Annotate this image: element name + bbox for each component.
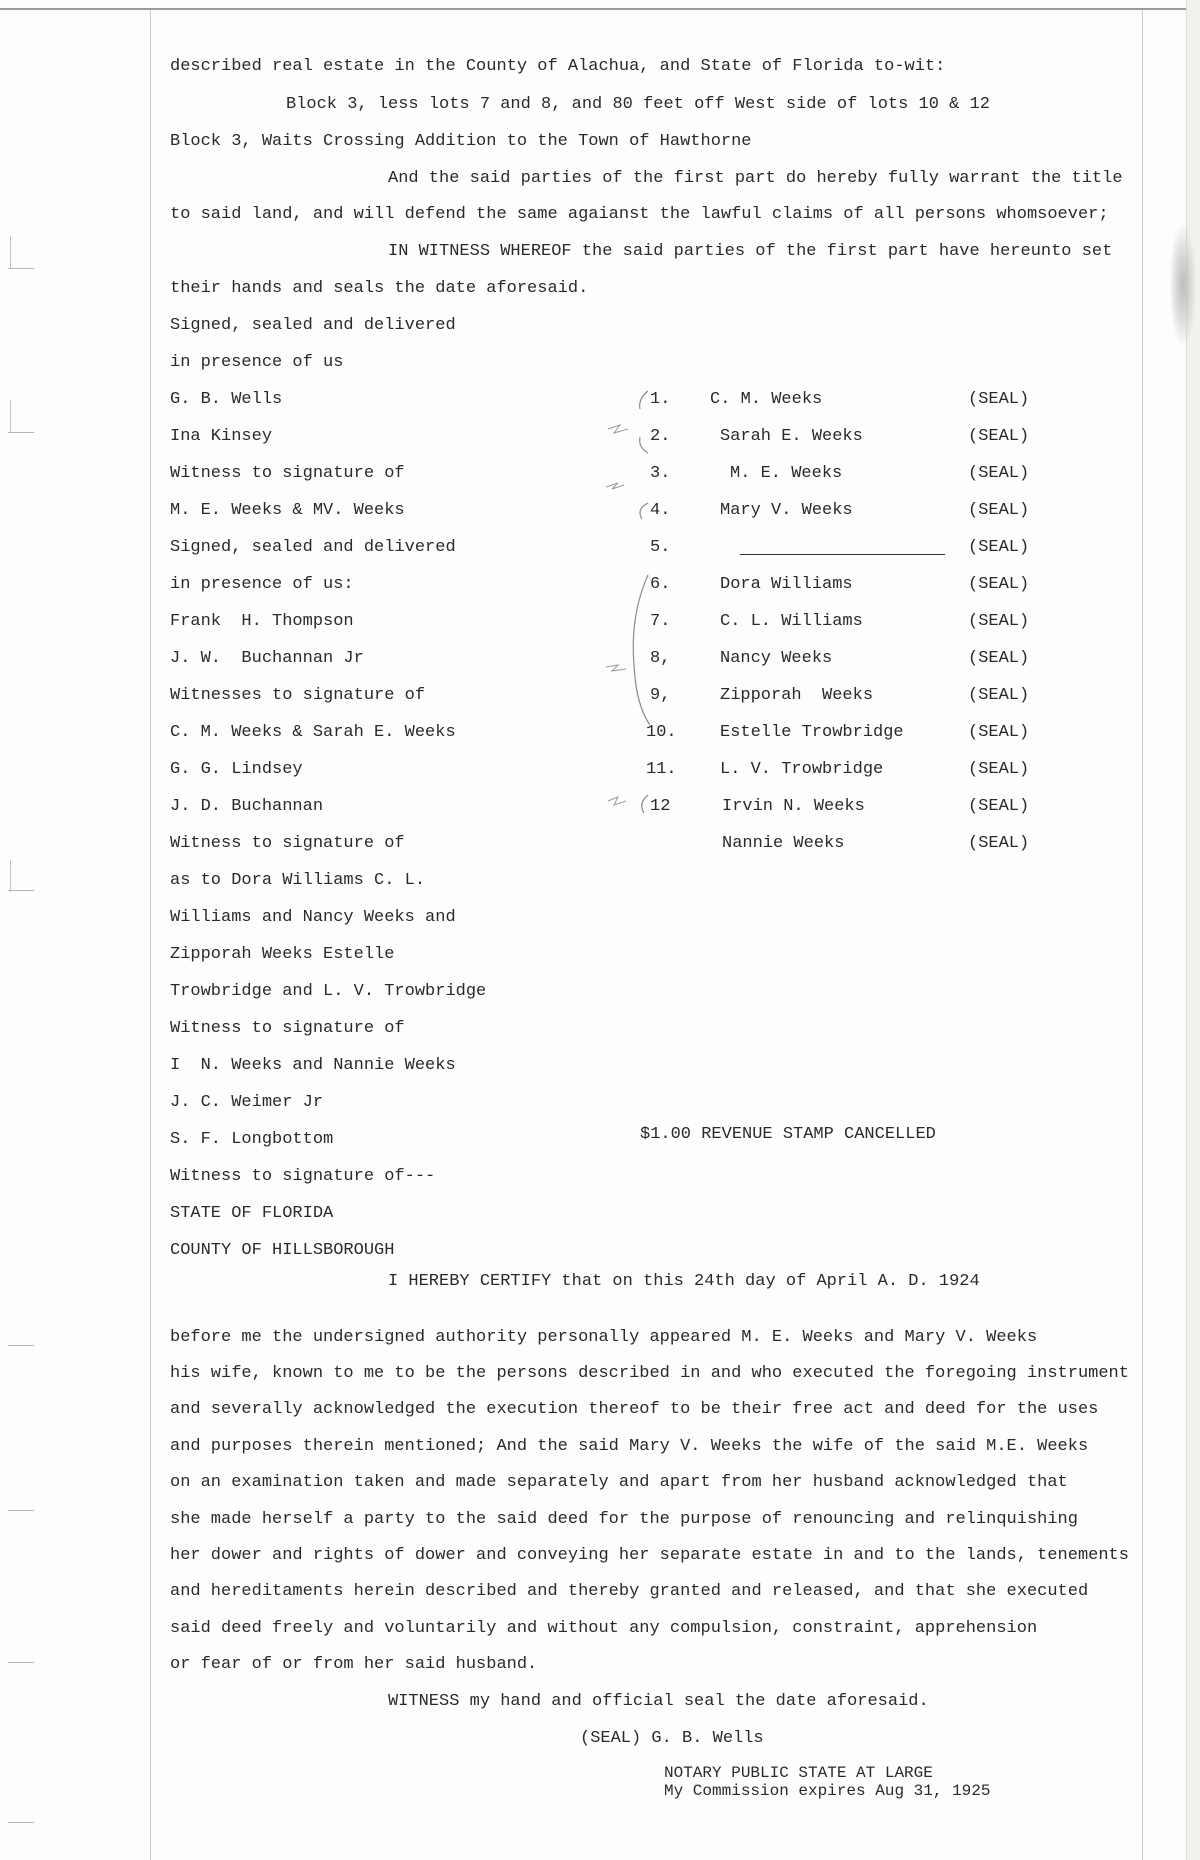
witness-line: in presence of us xyxy=(170,353,344,372)
binding-smudge xyxy=(1170,225,1196,345)
witness-line: Frank H. Thompson xyxy=(170,612,354,631)
signatory-number: 12 xyxy=(650,797,671,816)
state-heading: STATE OF FLORIDA xyxy=(170,1204,334,1223)
ack-line: his wife, known to me to be the persons described in and who executed the foregoing instrument xyxy=(170,1364,1129,1383)
seal-label: (SEAL) xyxy=(968,834,1030,853)
deed-line: And the said parties of the first part do hereby fully warrant the title xyxy=(388,169,1123,188)
margin-tick xyxy=(10,400,11,432)
signatory-name: Mary V. Weeks xyxy=(720,501,853,520)
witness-line: in presence of us: xyxy=(170,575,354,594)
margin-tick xyxy=(10,860,11,892)
signatory-name: Estelle Trowbridge xyxy=(720,723,904,742)
margin-tick xyxy=(10,236,11,268)
signatory-name: Nannie Weeks xyxy=(722,834,845,853)
signatory-number: 1. xyxy=(650,390,671,409)
witness-line: G. B. Wells xyxy=(170,390,283,409)
witness-line: S. F. Longbottom xyxy=(170,1130,334,1149)
seal-label: (SEAL) xyxy=(968,575,1030,594)
ack-line: on an examination taken and made separately and apart from her husband acknowledged that xyxy=(170,1473,1068,1492)
witness-line: C. M. Weeks & Sarah E. Weeks xyxy=(170,723,456,742)
signatory-number: 9, xyxy=(650,686,671,705)
signatory-number: 11. xyxy=(646,760,677,779)
signatory-name: Irvin N. Weeks xyxy=(722,797,865,816)
deed-line: their hands and seals the date aforesaid. xyxy=(170,279,589,298)
witness-line: Zipporah Weeks Estelle xyxy=(170,945,395,964)
seal-signature: (SEAL) G. B. Wells xyxy=(580,1729,764,1748)
margin-tick xyxy=(8,1662,34,1663)
witness-line: G. G. Lindsey xyxy=(170,760,303,779)
signatory-number: 4. xyxy=(650,501,671,520)
seal-label: (SEAL) xyxy=(968,612,1030,631)
seal-label: (SEAL) xyxy=(968,538,1030,557)
right-margin-rule xyxy=(1142,10,1143,1860)
county-heading: COUNTY OF HILLSBOROUGH xyxy=(170,1241,395,1260)
ack-line: or fear of or from her said husband. xyxy=(170,1655,538,1674)
witness-line: Witness to signature of xyxy=(170,834,405,853)
signatory-number: 10. xyxy=(646,723,677,742)
witness-line: J. W. Buchannan Jr xyxy=(170,649,364,668)
signatory-name: M. E. Weeks xyxy=(730,464,843,483)
seal-label: (SEAL) xyxy=(968,501,1030,520)
seal-label: (SEAL) xyxy=(968,760,1030,779)
notary-title: NOTARY PUBLIC STATE AT LARGE xyxy=(664,1764,933,1782)
witness-line: Williams and Nancy Weeks and xyxy=(170,908,456,927)
signatory-number: 3. xyxy=(650,464,671,483)
margin-tick xyxy=(8,268,34,269)
witness-line: Witness to signature of--- xyxy=(170,1167,436,1186)
witness-line: as to Dora Williams C. L. xyxy=(170,871,426,890)
seal-label: (SEAL) xyxy=(968,427,1030,446)
seal-label: (SEAL) xyxy=(968,686,1030,705)
deed-line: to said land, and will defend the same agaianst the lawful claims of all persons whomsoever; xyxy=(170,205,1109,224)
revenue-stamp-note: $1.00 REVENUE STAMP CANCELLED xyxy=(640,1125,936,1144)
left-margin-rule xyxy=(150,10,151,1860)
signatory-number: 7. xyxy=(650,612,671,631)
margin-tick xyxy=(8,1345,34,1346)
signatory-name: Zipporah Weeks xyxy=(720,686,874,705)
witness-line: J. C. Weimer Jr xyxy=(170,1093,324,1112)
seal-label: (SEAL) xyxy=(968,797,1030,816)
witness-line: Witnesses to signature of xyxy=(170,686,426,705)
seal-label: (SEAL) xyxy=(968,649,1030,668)
deed-line: described real estate in the County of Alachua, and State of Florida to-wit: xyxy=(170,57,946,76)
deed-line: Block 3, Waits Crossing Addition to the Town of Hawthorne xyxy=(170,132,752,151)
ack-line: and hereditaments herein described and thereby granted and released, and that she executed xyxy=(170,1582,1089,1601)
ack-line: and severally acknowledged the execution thereof to be their free act and deed for the uses xyxy=(170,1400,1099,1419)
witness-line: Witness to signature of xyxy=(170,1019,405,1038)
signatory-name: Nancy Weeks xyxy=(720,649,833,668)
signatory-number: 6. xyxy=(650,575,671,594)
deed-line: Block 3, less lots 7 and 8, and 80 feet off West side of lots 10 & 12 xyxy=(286,95,990,114)
signatory-name: L. V. Trowbridge xyxy=(720,760,884,779)
signatory-name: C. M. Weeks xyxy=(710,390,823,409)
ack-line: she made herself a party to the said deed for the purpose of renouncing and relinquishing xyxy=(170,1510,1078,1529)
signatory-number: 2. xyxy=(650,427,671,446)
signatory-name: C. L. Williams xyxy=(720,612,863,631)
signature-line xyxy=(740,554,945,555)
witness-line: M. E. Weeks & MV. Weeks xyxy=(170,501,405,520)
ack-line: said deed freely and voluntarily and without any compulsion, constraint, apprehension xyxy=(170,1619,1038,1638)
witness-line: Witness to signature of xyxy=(170,464,405,483)
ack-line: and purposes therein mentioned; And the said Mary V. Weeks the wife of the said M.E. Weeks xyxy=(170,1437,1089,1456)
seal-label: (SEAL) xyxy=(968,723,1030,742)
signatory-number: 5. xyxy=(650,538,671,557)
witness-line: Signed, sealed and delivered xyxy=(170,316,456,335)
margin-tick xyxy=(8,1822,34,1823)
witness-hand-line: WITNESS my hand and official seal the date aforesaid. xyxy=(388,1692,929,1711)
witness-line: Trowbridge and L. V. Trowbridge xyxy=(170,982,487,1001)
margin-tick xyxy=(8,890,34,891)
margin-tick xyxy=(8,432,34,433)
seal-label: (SEAL) xyxy=(968,464,1030,483)
pencil-bracket-marks xyxy=(600,385,650,855)
certify-line: I HEREBY CERTIFY that on this 24th day of April A. D. 1924 xyxy=(388,1272,980,1291)
witness-line: Ina Kinsey xyxy=(170,427,273,446)
deed-line: IN WITNESS WHEREOF the said parties of the first part have hereunto set xyxy=(388,242,1113,261)
margin-tick xyxy=(8,1510,34,1511)
signatory-name: Sarah E. Weeks xyxy=(720,427,863,446)
ack-line: before me the undersigned authority personally appeared M. E. Weeks and Mary V. Weeks xyxy=(170,1328,1038,1347)
signatory-name: Dora Williams xyxy=(720,575,853,594)
witness-line: J. D. Buchannan xyxy=(170,797,324,816)
ack-line: her dower and rights of dower and conveying her separate estate in and to the lands, tenements xyxy=(170,1546,1129,1565)
top-page-border xyxy=(0,8,1200,10)
witness-line: Signed, sealed and delivered xyxy=(170,538,456,557)
witness-line: I N. Weeks and Nannie Weeks xyxy=(170,1056,456,1075)
seal-label: (SEAL) xyxy=(968,390,1030,409)
signatory-number: 8, xyxy=(650,649,671,668)
commission-expiry: My Commission expires Aug 31, 1925 xyxy=(664,1782,991,1800)
